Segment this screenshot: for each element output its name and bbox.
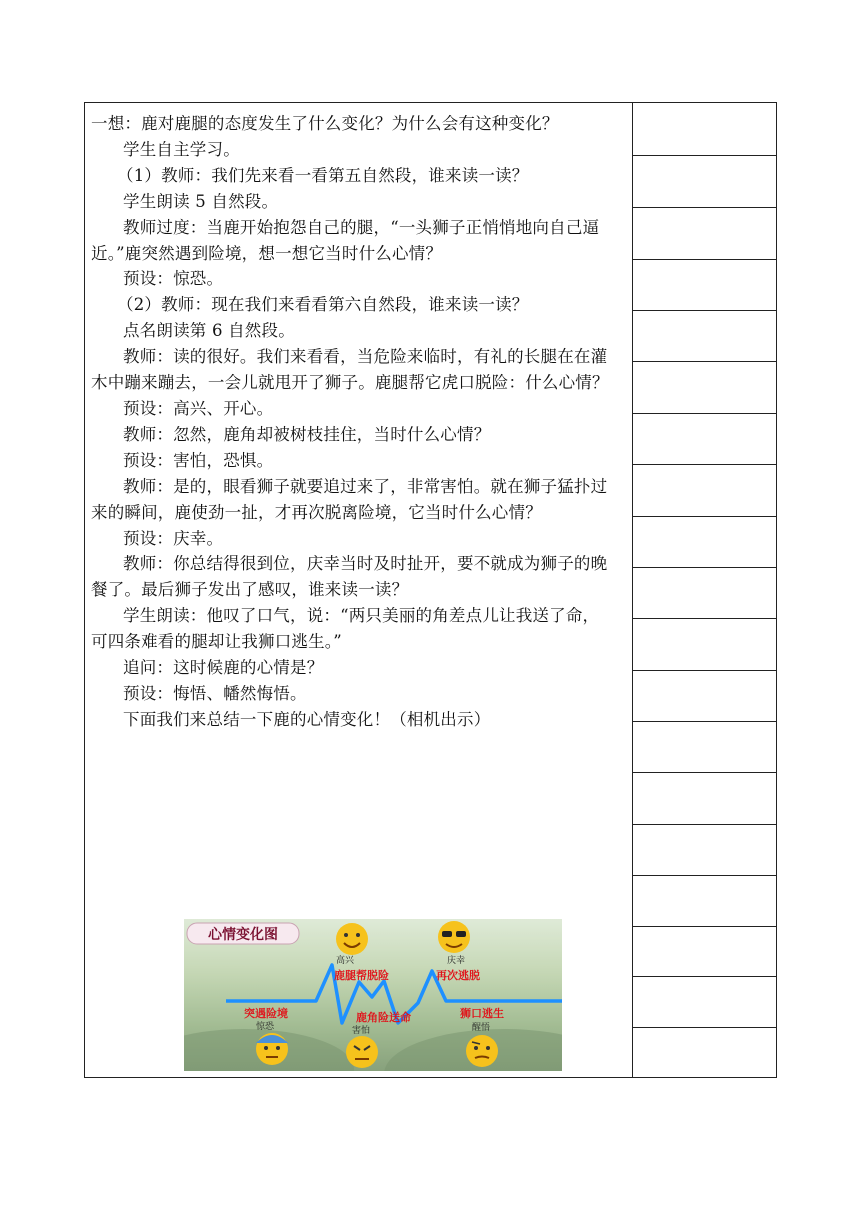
text-line: 学生朗读 5 自然段。 xyxy=(123,191,279,211)
text-line: 点名朗读第 6 自然段。 xyxy=(123,321,295,341)
figure-title: 心情变化图 xyxy=(208,927,278,943)
text-line: 教师过度：当鹿开始抱怨自己的腿，“一头狮子正悄悄地向自己逼 xyxy=(123,217,600,237)
text-line: 预设：害怕，恐惧。 xyxy=(123,450,274,470)
afraid-emoji-icon xyxy=(346,1036,378,1068)
text-line: 预设：悔悟、幡然悔悟。 xyxy=(123,683,307,703)
text-line: 学生自主学习。 xyxy=(123,139,240,159)
mood-label-m4: 庆幸 xyxy=(447,956,466,966)
row-line xyxy=(633,772,776,773)
text-line: 预设：庆幸。 xyxy=(123,528,224,548)
row-line xyxy=(633,413,776,414)
mood-change-figure xyxy=(184,919,562,1071)
row-line xyxy=(633,1027,776,1028)
row-line xyxy=(633,926,776,927)
event-label-e2: 鹿腿帮脱险 xyxy=(334,969,389,982)
mood-label-m2: 高兴 xyxy=(336,956,355,966)
text-line: 一想：鹿对鹿腿的态度发生了什么变化？为什么会有这种变化？ xyxy=(91,114,559,133)
row-line xyxy=(633,567,776,568)
text-line: 下面我们来总结一下鹿的心情变化！（相机出示） xyxy=(123,709,491,729)
row-line xyxy=(633,361,776,362)
text-line: 学生朗读：他叹了口气，说：“两只美丽的角差点儿让我送了命， xyxy=(123,606,600,626)
event-label-e3: 鹿角险送命 xyxy=(356,1011,411,1024)
row-line xyxy=(633,310,776,311)
text-line: 可四条难看的腿却让我狮口逃生。” xyxy=(91,632,342,652)
row-line xyxy=(633,976,776,977)
event-label-e5: 狮口逃生 xyxy=(460,1007,504,1020)
event-label-e4: 再次逃脱 xyxy=(436,969,480,982)
event-label-e1: 突遇险境 xyxy=(244,1007,288,1020)
scared-emoji-icon xyxy=(256,1033,288,1065)
text-line: 近。”鹿突然遇到险境，想一想它当时什么心情？ xyxy=(91,243,443,263)
text-line: 餐了。最后狮子发出了感叹，谁来读一读？ xyxy=(91,580,409,600)
lesson-text xyxy=(91,111,629,733)
text-line: （2）教师：现在我们来看看第六自然段，谁来读一读？ xyxy=(117,295,529,315)
text-line: 教师：你总结得很到位，庆幸当时及时扯开，要不就成为狮子的晚 xyxy=(123,554,608,574)
text-line: 预设：惊恐。 xyxy=(123,269,224,289)
figure-title-badge xyxy=(187,923,299,944)
mood-chart-svg xyxy=(184,919,562,1071)
lesson-table xyxy=(84,102,777,1078)
row-line xyxy=(633,721,776,722)
row-line xyxy=(633,875,776,876)
happy-emoji-icon xyxy=(336,923,368,955)
mood-label-m1: 惊恐 xyxy=(256,1022,275,1032)
text-line: 预设：高兴、开心。 xyxy=(123,398,274,418)
row-line xyxy=(633,670,776,671)
mood-label-m3: 害怕 xyxy=(352,1026,371,1036)
text-line: 来的瞬间，鹿使劲一扯，才再次脱离险境，它当时什么心情？ xyxy=(91,502,542,522)
row-line xyxy=(633,618,776,619)
cool-emoji-icon xyxy=(438,921,470,953)
notes-column xyxy=(633,103,776,1077)
text-line: 教师：忽然，鹿角却被树枝挂住，当时什么心情？ xyxy=(123,424,491,444)
row-line xyxy=(633,516,776,517)
text-line: 教师：是的，眼看狮子就要追过来了，非常害怕。就在狮子猛扑过 xyxy=(123,476,608,496)
text-line: 教师：读的很好。我们来看看，当危险来临时，有礼的长腿在在灌 xyxy=(123,347,608,367)
row-line xyxy=(633,259,776,260)
row-line xyxy=(633,824,776,825)
text-line: 木中蹦来蹦去，一会儿就甩开了狮子。鹿腿帮它虎口脱险：什么心情？ xyxy=(91,373,609,393)
text-line: （1）教师：我们先来看一看第五自然段，谁来读一读？ xyxy=(117,165,529,185)
mood-label-m5: 醒悟 xyxy=(472,1023,491,1033)
row-line xyxy=(633,464,776,465)
row-line xyxy=(633,155,776,156)
text-line: 追问：这时候鹿的心情是？ xyxy=(123,658,324,678)
row-line xyxy=(633,207,776,208)
thinking-emoji-icon xyxy=(466,1035,498,1067)
